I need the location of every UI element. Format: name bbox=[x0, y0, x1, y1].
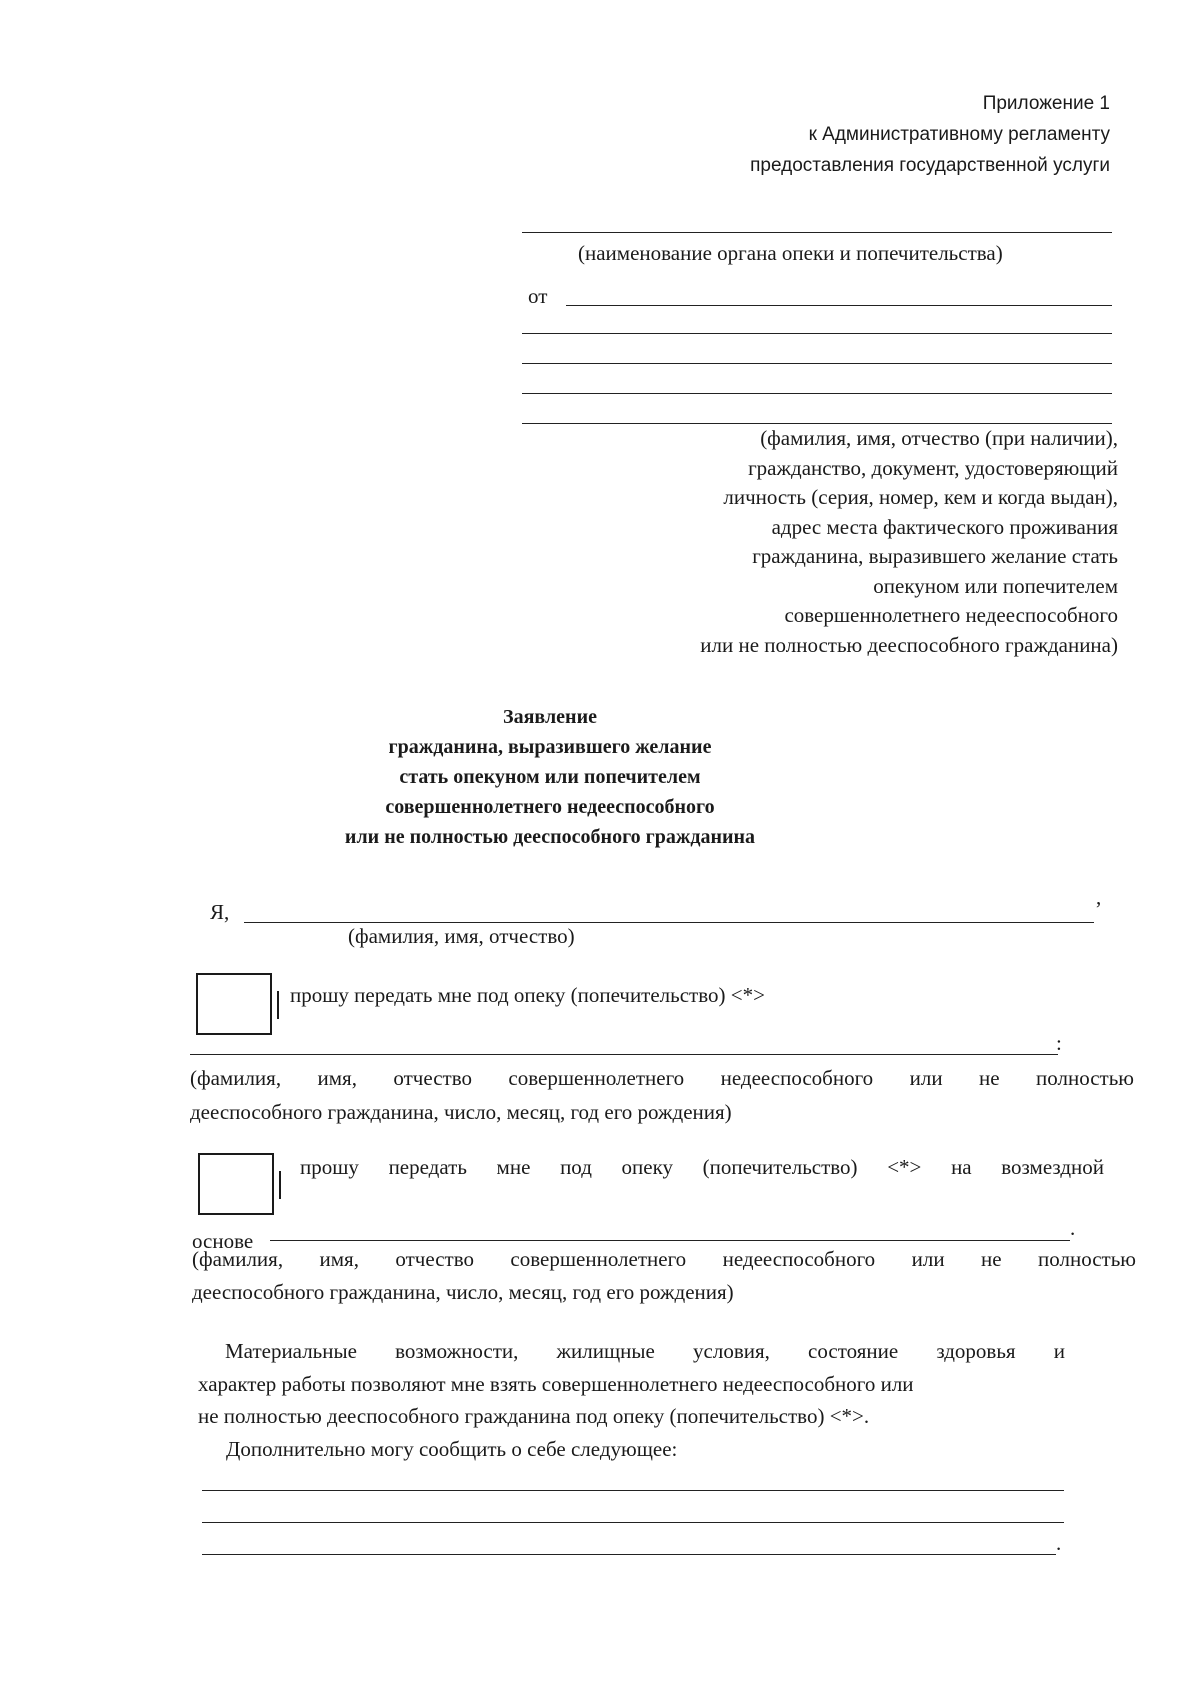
option1-ward-line[interactable] bbox=[190, 1054, 1058, 1055]
applicant-caption-line: адрес места фактического проживания bbox=[771, 514, 1118, 539]
applicant-line-2[interactable] bbox=[522, 333, 1112, 334]
applicant-line-3[interactable] bbox=[522, 363, 1112, 364]
option2-caption-line2: дееспособного гражданина, число, месяц, год его рождения) bbox=[192, 1280, 734, 1304]
applicant-caption-line: гражданство, документ, удостоверяющий bbox=[748, 455, 1118, 480]
title-line: стать опекуном или попечителем bbox=[399, 766, 701, 788]
additional-info-end: . bbox=[1056, 1531, 1062, 1555]
declarant-caption: (фамилия, имя, отчество) bbox=[348, 924, 575, 948]
option2-ward-line[interactable] bbox=[270, 1240, 1070, 1241]
option2-line-end: . bbox=[1070, 1216, 1076, 1240]
document-title bbox=[300, 702, 800, 852]
statement-line2: характер работы позволяют мне взять совершеннолетнего недееспособного или bbox=[198, 1372, 914, 1396]
applicant-caption-line: совершеннолетнего недееспособного bbox=[784, 603, 1118, 627]
applicant-caption-line: личность (серия, номер, кем и когда выдан), bbox=[723, 485, 1118, 509]
from-label: от bbox=[528, 284, 548, 308]
option1-caption-line1: (фамилия, имя, отчество совершеннолетнего недееспособного или не полностью bbox=[190, 1066, 1134, 1090]
appendix-header bbox=[750, 88, 1110, 181]
title-line: совершеннолетнего недееспособного bbox=[385, 796, 715, 818]
additional-info-line-2[interactable] bbox=[202, 1522, 1064, 1523]
option1-text: прошу передать мне под опеку (попечительство) <*> bbox=[290, 983, 765, 1007]
title-line: или не полностью дееспособного гражданина bbox=[344, 826, 756, 848]
applicant-caption-line: (фамилия, имя, отчество (при наличии), bbox=[760, 426, 1118, 450]
appendix-number: Приложение 1 bbox=[982, 93, 1110, 114]
additional-info-line-3[interactable] bbox=[202, 1554, 1056, 1555]
applicant-line-4[interactable] bbox=[522, 393, 1112, 394]
statement-line1: Материальные возможности, жилищные условия, состояние здоровья и bbox=[225, 1339, 1065, 1363]
applicant-line-1[interactable] bbox=[566, 305, 1112, 306]
applicant-caption-line: гражданина, выразившего желание стать bbox=[752, 544, 1118, 568]
option2-checkbox[interactable] bbox=[198, 1153, 274, 1215]
declarant-suffix: , bbox=[1096, 885, 1102, 909]
declarant-prefix: Я, bbox=[210, 900, 230, 924]
option2-caption-line1: (фамилия, имя, отчество совершеннолетнего недееспособного или не полностью bbox=[192, 1247, 1136, 1271]
option1-line-end: : bbox=[1056, 1031, 1062, 1055]
title-line: гражданина, выразившего желание bbox=[388, 736, 712, 758]
additional-info-line-1[interactable] bbox=[202, 1490, 1064, 1491]
appendix-service: предоставления государственной услуги bbox=[750, 155, 1110, 176]
appendix-regulation: к Административному регламенту bbox=[808, 124, 1110, 145]
recipient-line[interactable] bbox=[522, 232, 1112, 233]
recipient-caption: (наименование органа опеки и попечительства) bbox=[578, 241, 1003, 265]
option2-line-prefix: основе bbox=[192, 1229, 254, 1253]
title-line: Заявление bbox=[503, 706, 597, 728]
option1-caption-line2: дееспособного гражданина, число, месяц, год его рождения) bbox=[190, 1100, 732, 1124]
applicant-caption bbox=[598, 424, 1118, 660]
option1-checkbox[interactable] bbox=[196, 973, 272, 1035]
applicant-caption-line: или не полностью дееспособного гражданина) bbox=[700, 632, 1118, 657]
statement-line3: не полностью дееспособного гражданина под опеку (попечительство) <*>. bbox=[198, 1404, 870, 1428]
option2-text: прошу передать мне под опеку (попечительство) <*> на возмездной bbox=[300, 1155, 1104, 1179]
applicant-caption-line: опекуном или попечителем bbox=[873, 573, 1118, 598]
additional-info-label: Дополнительно могу сообщить о себе следующее: bbox=[226, 1437, 678, 1461]
